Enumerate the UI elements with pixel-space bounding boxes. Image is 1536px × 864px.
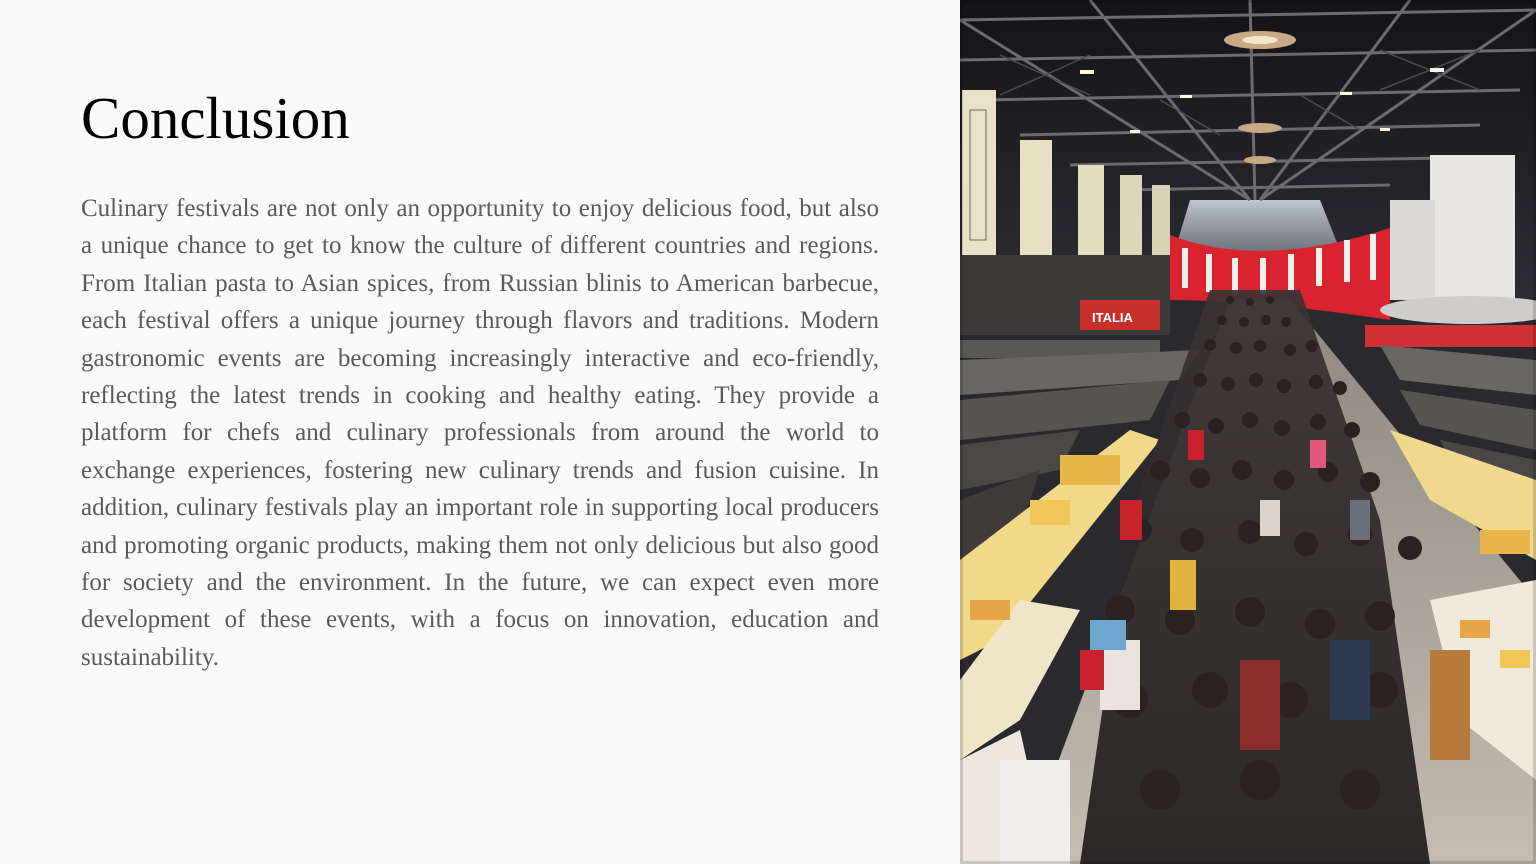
slide-title: Conclusion <box>81 85 350 151</box>
left-stalls-background <box>960 255 1170 358</box>
slide-body-text: Culinary festivals are not only an opportunity to enjoy delicious food, but also a unique chance to get to know the culture of different countries and regions. From Italian pasta to Asian spices, from Russian blinis to American barbecue, each festival offers a unique journey through flavors and traditions. Modern gastronomic events are becoming increasingly interactive and eco-friendly, reflecting the latest trends in cooking and healthy eating. They provide a platform for chefs and culinary professionals from around the world to exchange experiences, fostering new culinary trends and fusion cuisine. In addition, culinary festivals play an important role in supporting local producers and promoting organic products, making them not only delicious but also good for society and the environment. In the future, we can expect even more development of these events, with a focus on innovation, education and sustainability. <box>81 195 879 671</box>
festival-photo-illustration <box>960 0 1536 864</box>
stall-sign: ITALIA <box>1092 310 1133 325</box>
festival-photo <box>960 0 1536 864</box>
